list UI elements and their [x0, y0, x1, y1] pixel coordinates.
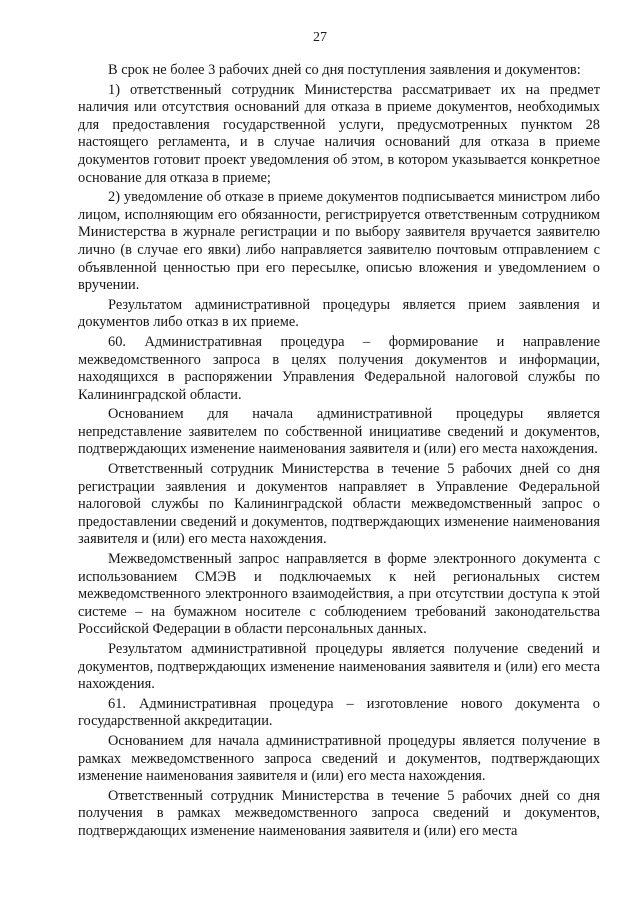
paragraph-action-60: Ответственный сотрудник Министерства в течение 5 рабочих дней со дня регистрации заявления и документов направляет в Управление Федеральной налоговой службы по Калининградской области межведомственный запрос о предоставлении сведений и документов, подтверждающих изменение наименования заявителя и (или) его места нахождения. [78, 461, 600, 548]
page-number: 27 [313, 30, 327, 45]
paragraph-basis-61: Основанием для начала административной процедуры является получение в рамках межведомственного запроса сведений и документов, подтверждающих изменение наименования заявителя и (или) его места нахождения. [78, 732, 600, 785]
paragraph-result-60: Результатом административной процедуры является получение сведений и документов, подтверждающих изменение наименования заявителя и (или) его места нахождения. [78, 641, 600, 693]
paragraph-intro: В срок не более 3 рабочих дней со дня поступления заявления и документов: [108, 62, 581, 78]
paragraph-item-2: 2) уведомление об отказе в приеме документов подписывается министром либо лицом, исполняющим его обязанности, регистрируется ответственным сотрудником Министерства в журнале регистрации и по выбору заявителя вручается заявителю лично (в случае его явки) либо направляется заявителю почтовым отправлением с объявленной ценностью при его пересылке, описью вложения и уведомлением о вручении. [78, 189, 600, 294]
paragraph-item-1: 1) ответственный сотрудник Министерства рассматривает их на предмет наличия или отсутствия оснований для отказа в приеме документов, необходимых для предоставления государственной услуги, предусмотренных пунктом 28 настоящего регламента, и в случае наличия оснований для отказа в приеме документов готовит проект уведомления об этом, в котором указывается конкретное основание для отказа в приеме; [78, 81, 600, 186]
paragraph-request-form: Межведомственный запрос направляется в форме электронного документа с использованием СМЭВ и подключаемых к ней региональных систем межведомственного электронного взаимодействия, а при отсутствии доступа к этой системе – на бумажном носителе с соблюдением требований законодательства Российской Федерации в области персональных данных. [78, 551, 600, 638]
paragraph-basis-60: Основанием для начала административной процедуры является непредставление заявителем по собственной инициативе сведений и документов, подтверждающих изменение наименования заявителя и (или) его места нахождения. [78, 406, 600, 458]
document-body [78, 62, 600, 843]
paragraph-section-60: 60. Административная процедура – формирование и направление межведомственного запроса в целях получения документов и информации, находящихся в распоряжении Управления Федеральной налоговой службы по Калининградской области. [78, 333, 600, 403]
paragraph-result-59: Результатом административной процедуры является прием заявления и документов либо отказ в их приеме. [78, 296, 600, 331]
paragraph-action-61: Ответственный сотрудник Министерства в течение 5 рабочих дней со дня получения в рамках межведомственного запроса сведений и документов, подтверждающих изменение наименования заявителя и (или) его места [78, 787, 600, 839]
paragraph-section-61: 61. Административная процедура – изготовление нового документа о государственной аккредитации. [78, 695, 600, 730]
